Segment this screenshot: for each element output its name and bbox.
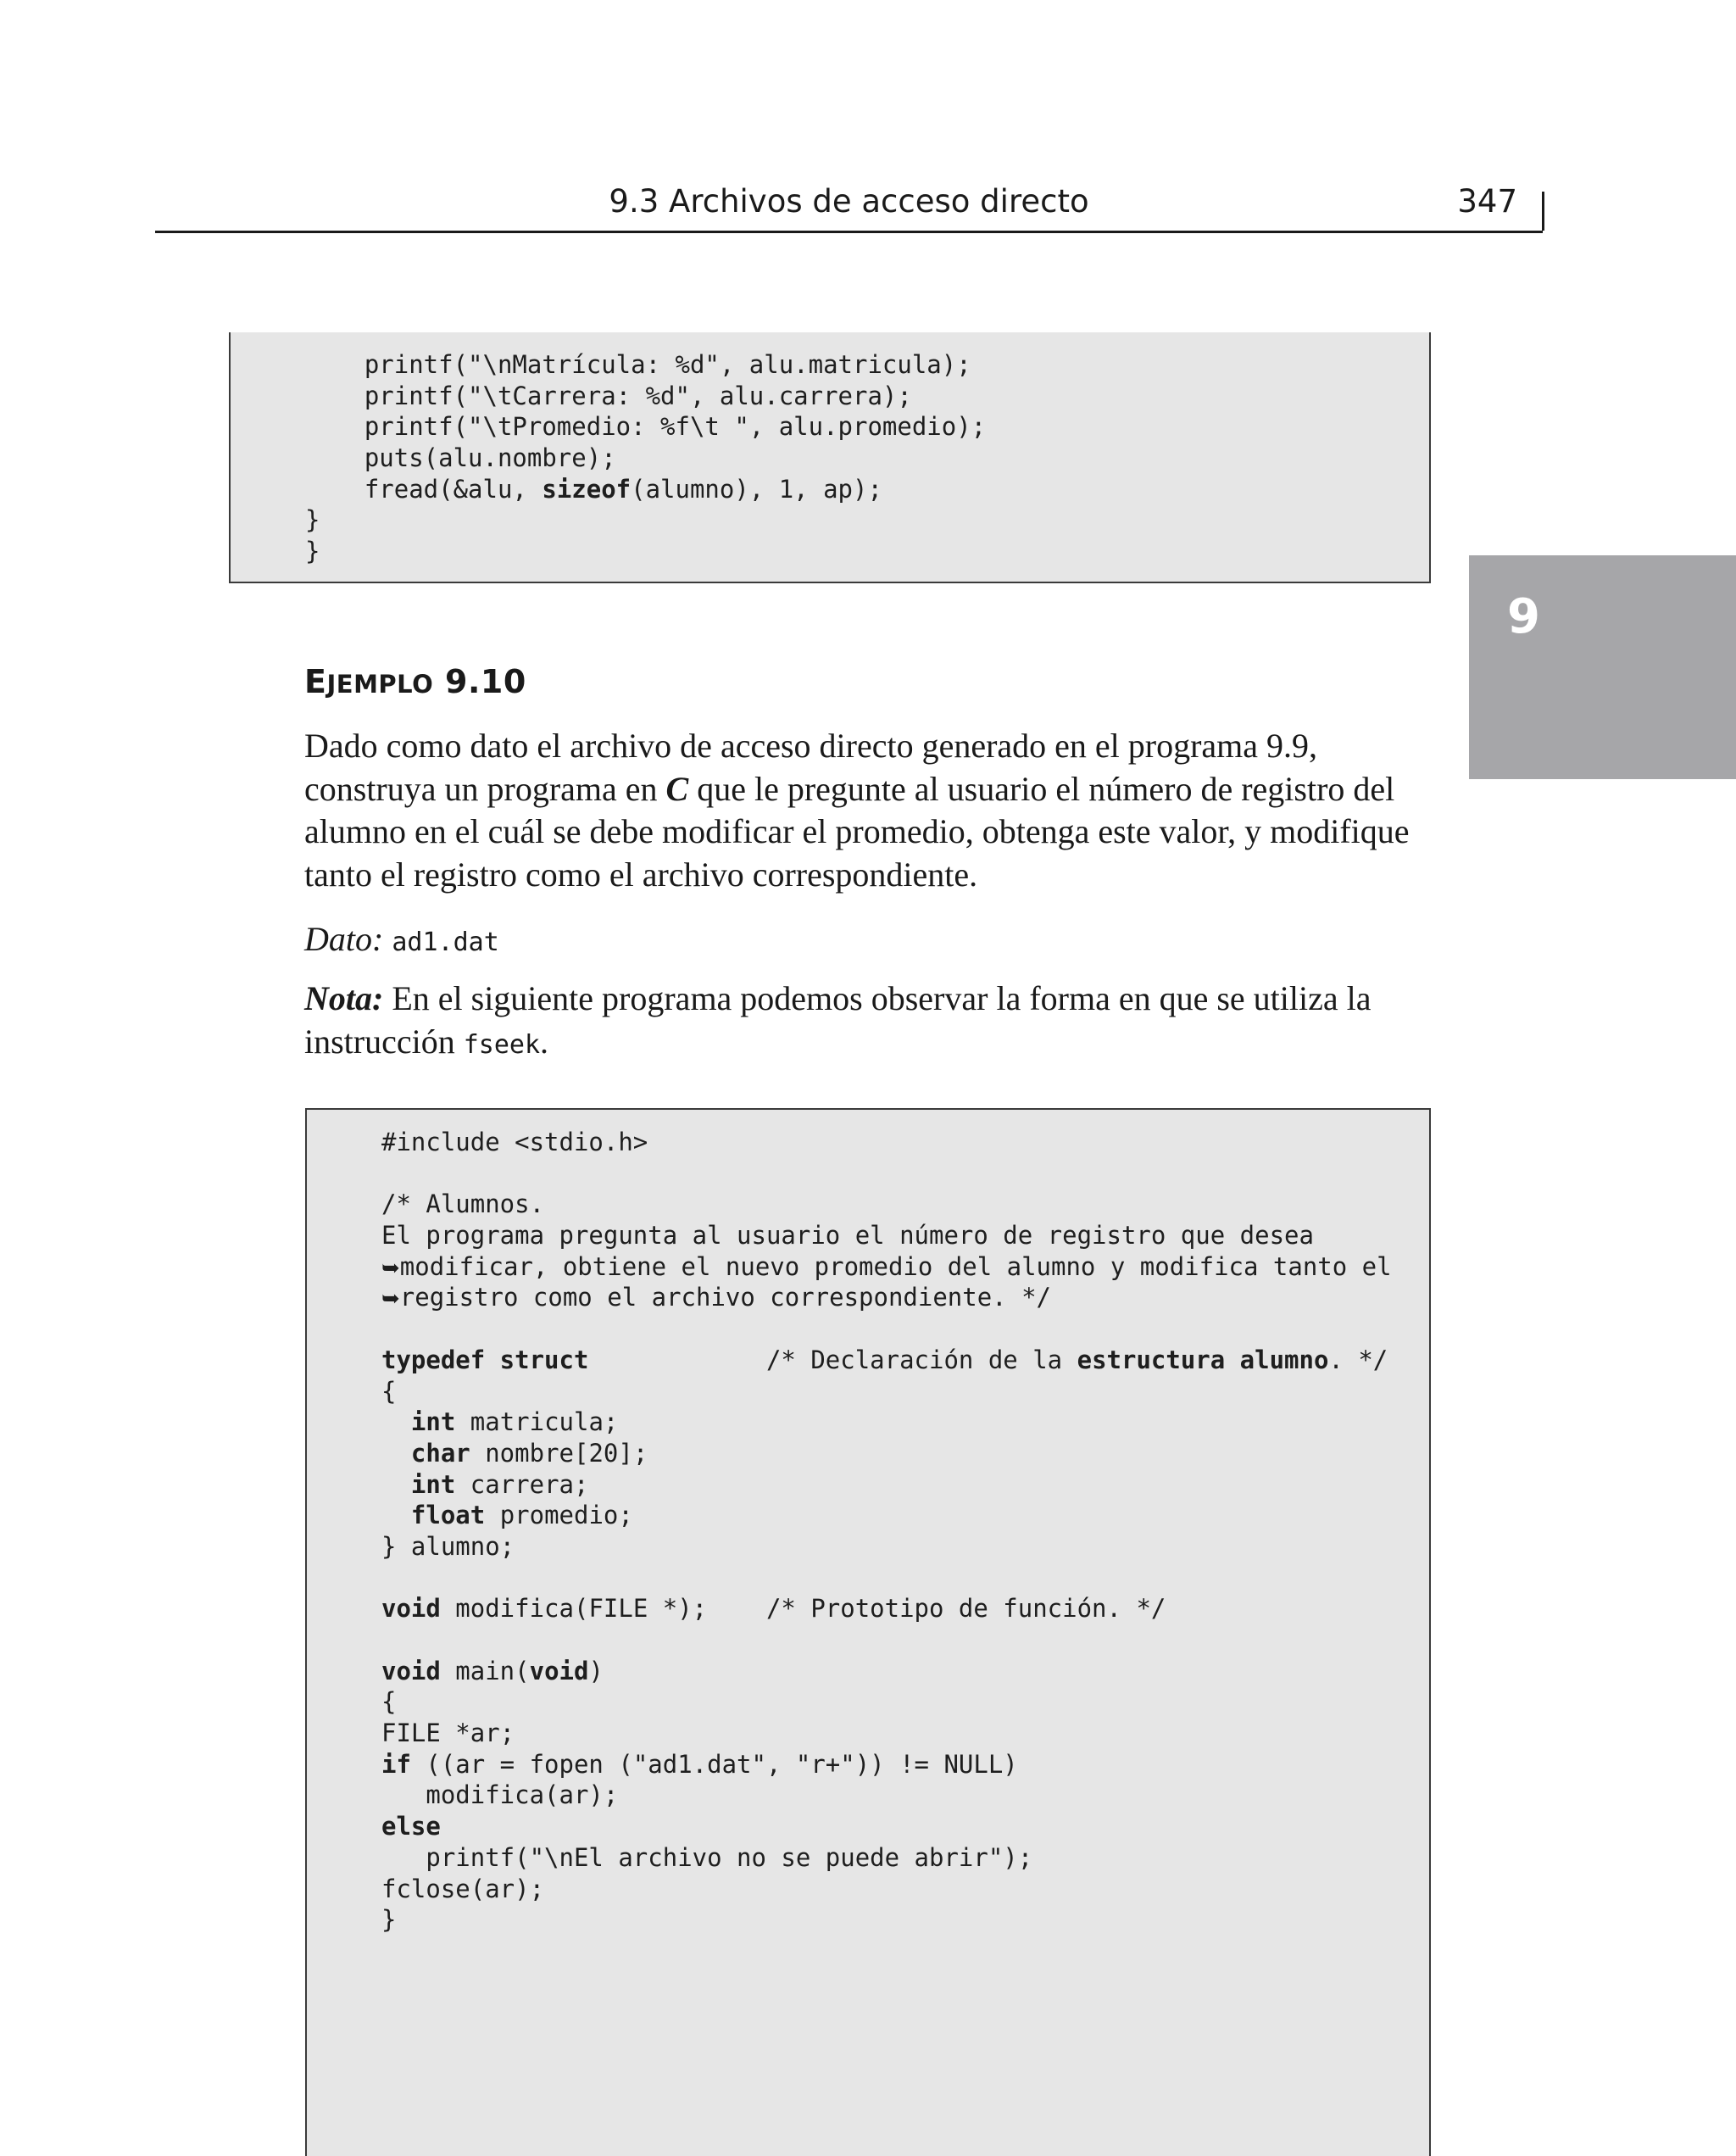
running-head xyxy=(155,166,1543,233)
statement-language-c: C xyxy=(665,769,689,808)
code-text xyxy=(381,1439,411,1468)
code-text: (alumno), 1, ap); xyxy=(631,474,882,504)
dato-label: Dato: xyxy=(304,920,384,958)
nota-label: Nota: xyxy=(304,979,384,1017)
running-head-title: 9.3 Archivos de acceso directo xyxy=(609,183,1089,220)
code-text: modifica(FILE *); /* Prototipo de función. */ xyxy=(440,1594,1166,1624)
code-line xyxy=(381,1874,1392,1905)
code-line xyxy=(305,504,986,536)
code-text: printf("\nMatrícula: %d", alu.matricula); xyxy=(305,350,971,379)
code-line xyxy=(381,1656,1392,1687)
code-text: FILE *ar; xyxy=(381,1719,515,1748)
example-heading xyxy=(304,663,526,700)
code-text: } xyxy=(305,505,320,535)
statement-text-start: Dado como dato el archivo de acceso directo generado en el programa 9.9, construya un programa en xyxy=(304,727,1318,808)
code-line xyxy=(381,1345,1392,1376)
code-line xyxy=(381,1313,1392,1345)
code-line xyxy=(305,443,986,474)
code-text: matricula; xyxy=(455,1407,619,1437)
code-keyword: float xyxy=(410,1501,486,1530)
code-line xyxy=(381,1531,1392,1563)
code-text: modificar, obtiene el nuevo promedio del alumno y modifica tanto el xyxy=(399,1251,1392,1281)
code-text: } xyxy=(381,1905,397,1935)
code-line xyxy=(381,1376,1392,1407)
code-text: puts(alu.nombre); xyxy=(305,443,616,473)
code-line xyxy=(305,381,986,412)
code-line xyxy=(381,1127,1392,1158)
code-text: ) xyxy=(588,1656,604,1685)
nota-end: . xyxy=(540,1022,549,1061)
code-text: registro como el archivo correspondiente. */ xyxy=(399,1283,1052,1312)
code-text: { xyxy=(381,1687,397,1717)
code-text: fread(&alu, xyxy=(305,474,542,504)
code-text: printf("\nEl archivo no se puede abrir"); xyxy=(381,1842,1033,1872)
code-text xyxy=(381,1470,411,1499)
code-text xyxy=(381,1407,411,1436)
code-listing-text xyxy=(305,349,986,567)
code-keyword: sizeof xyxy=(542,474,632,504)
code-line xyxy=(381,1718,1392,1749)
code-text: ((ar = fopen ("ad1.dat", "r+")) != NULL) xyxy=(410,1749,1018,1779)
statement-text-end: que le pregunte al usuario el número de registro del alumno en el cuál se debe modificar el promedio, obtenga este valor, y modifique tanto el registro como el archivo correspondiente. xyxy=(304,769,1410,894)
code-line xyxy=(381,1407,1392,1438)
code-line xyxy=(381,1811,1392,1842)
page-number: 347 xyxy=(1457,183,1517,220)
code-keyword: else xyxy=(381,1812,441,1841)
code-keyword: void xyxy=(381,1656,441,1685)
code-keyword: int xyxy=(410,1469,456,1499)
code-line xyxy=(381,1438,1392,1469)
code-text: printf("\tPromedio: %f\t ", alu.promedio); xyxy=(305,412,987,442)
dato-line xyxy=(304,918,1440,965)
code-line xyxy=(305,536,986,567)
code-line xyxy=(381,1158,1392,1189)
code-line xyxy=(381,1904,1392,1936)
code-text: promedio; xyxy=(485,1501,633,1530)
chapter-thumb-tab xyxy=(1469,555,1736,779)
code-keyword: if xyxy=(381,1749,411,1779)
example-heading-smallcaps: JEMPLO xyxy=(326,670,434,699)
code-line xyxy=(381,1251,1392,1283)
code-keyword: void xyxy=(381,1594,441,1624)
line-continuation-arrow-icon: ➥ xyxy=(381,1255,400,1281)
code-line xyxy=(381,1189,1392,1220)
dato-filename: ad1.dat xyxy=(392,928,499,957)
line-continuation-arrow-icon: ➥ xyxy=(381,1286,400,1312)
code-keyword: void xyxy=(529,1656,589,1685)
code-line xyxy=(305,349,986,381)
code-line xyxy=(381,1220,1392,1251)
code-line xyxy=(381,1749,1392,1780)
code-listing-text xyxy=(381,1127,1392,1936)
code-line xyxy=(381,1593,1392,1624)
code-line xyxy=(381,1563,1392,1594)
nota-code-fseek: fseek xyxy=(463,1029,541,1060)
code-line xyxy=(381,1500,1392,1531)
code-line xyxy=(305,411,986,443)
code-text: /* Alumnos. xyxy=(381,1189,545,1219)
code-keyword: estructura alumno xyxy=(1077,1345,1329,1374)
code-line xyxy=(381,1780,1392,1811)
code-line xyxy=(381,1624,1392,1656)
code-text: #include <stdio.h> xyxy=(381,1128,648,1156)
code-line xyxy=(381,1686,1392,1718)
code-line xyxy=(381,1282,1392,1313)
nota-paragraph xyxy=(304,978,1440,1067)
code-keyword: char xyxy=(410,1438,470,1468)
code-text: El programa pregunta al usuario el número de registro que desea xyxy=(381,1221,1314,1251)
code-listing-continued xyxy=(229,332,1431,583)
code-text: main( xyxy=(440,1656,530,1685)
code-line xyxy=(381,1842,1392,1874)
code-text: fclose(ar); xyxy=(381,1874,545,1903)
code-text: modifica(ar); xyxy=(381,1780,619,1810)
running-head-rule-tick xyxy=(1542,192,1544,231)
code-text: } xyxy=(305,537,320,566)
code-line xyxy=(381,1469,1392,1501)
code-text: printf("\tCarrera: %d", alu.carrera); xyxy=(305,381,912,410)
chapter-tab-number: 9 xyxy=(1507,589,1540,644)
code-text: { xyxy=(381,1376,397,1406)
code-keyword: typedef struct xyxy=(381,1345,589,1374)
code-text xyxy=(381,1501,411,1529)
code-text: . */ xyxy=(1328,1345,1388,1374)
example-statement xyxy=(304,725,1440,896)
example-heading-initial: E xyxy=(304,663,327,700)
code-listing-program xyxy=(305,1108,1431,2156)
code-text: } alumno; xyxy=(381,1531,515,1561)
code-text: nombre[20]; xyxy=(470,1438,648,1468)
example-heading-number: 9.10 xyxy=(445,663,526,700)
code-line xyxy=(305,474,986,505)
code-keyword: int xyxy=(410,1407,456,1437)
nota-text: En el siguiente programa podemos observar la forma en que se utiliza la instrucción xyxy=(304,979,1372,1061)
code-text: carrera; xyxy=(455,1469,589,1499)
code-text: /* Declaración de la xyxy=(588,1345,1077,1374)
